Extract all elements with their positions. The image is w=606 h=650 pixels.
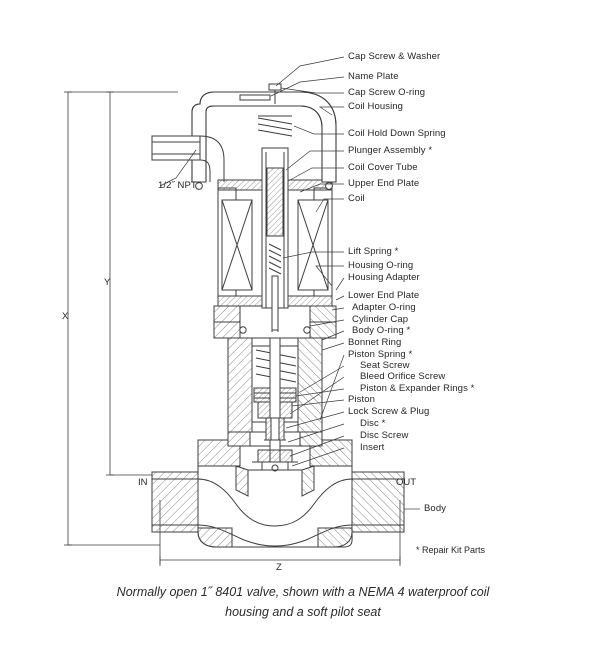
callout-bonnet-ring: Bonnet Ring <box>348 337 402 348</box>
callout-half-inch-npt: 1/2˝ NPT <box>158 180 197 191</box>
callout-plunger-assembly: Plunger Assembly * <box>348 145 433 156</box>
callout-coil: Coil <box>348 193 365 204</box>
callout-disc: Disc * <box>360 418 386 429</box>
callout-coil-housing: Coil Housing <box>348 101 404 112</box>
callout-piston-expander-rings: Piston & Expander Rings * <box>360 383 475 394</box>
callout-seat-screw: Seat Screw <box>360 360 410 371</box>
callout-lower-end-plate: Lower End Plate <box>348 290 420 301</box>
dimension-y-label: Y <box>104 277 111 288</box>
dimension-x-label: X <box>62 311 69 322</box>
dimension-z-label: Z <box>276 562 282 573</box>
callout-body: Body <box>424 503 447 514</box>
callout-adapter-oring: Adapter O-ring <box>352 302 416 313</box>
callout-cylinder-cap: Cylinder Cap <box>352 314 409 325</box>
callout-upper-end-plate: Upper End Plate <box>348 178 420 189</box>
figure-caption <box>0 582 606 622</box>
callout-body-oring: Body O-ring * <box>352 325 411 336</box>
callout-housing-oring: Housing O-ring <box>348 260 414 271</box>
callout-cap-screw-washer: Cap Screw & Washer <box>348 51 441 62</box>
callout-cap-screw-oring: Cap Screw O-ring <box>348 87 426 98</box>
conduit-connection <box>152 136 224 182</box>
callout-piston: Piston <box>348 394 376 405</box>
repair-kit-footnote: * Repair Kit Parts <box>416 545 486 555</box>
callout-disc-screw: Disc Screw <box>360 430 409 441</box>
port-label-in: IN <box>138 477 148 488</box>
callout-coil-cover-tube: Coil Cover Tube <box>348 162 418 173</box>
figure-caption-line1: Normally open 1˝ 8401 valve, shown with a NEMA 4 waterproof coil <box>116 585 490 599</box>
callout-name-plate: Name Plate <box>348 71 399 82</box>
callout-bleed-orifice-screw: Bleed Orifice Screw <box>360 371 446 382</box>
callout-lock-screw-plug: Lock Screw & Plug <box>348 406 430 417</box>
callout-housing-adapter: Housing Adapter <box>348 272 420 283</box>
figure-caption-line2: housing and a soft pilot seat <box>225 605 381 619</box>
port-label-out: OUT <box>396 477 417 488</box>
callout-insert: Insert <box>360 442 385 453</box>
callout-lift-spring: Lift Spring * <box>348 246 399 257</box>
callout-piston-spring: Piston Spring * <box>348 349 413 360</box>
callout-coil-hold-down-spring: Coil Hold Down Spring <box>348 128 446 139</box>
